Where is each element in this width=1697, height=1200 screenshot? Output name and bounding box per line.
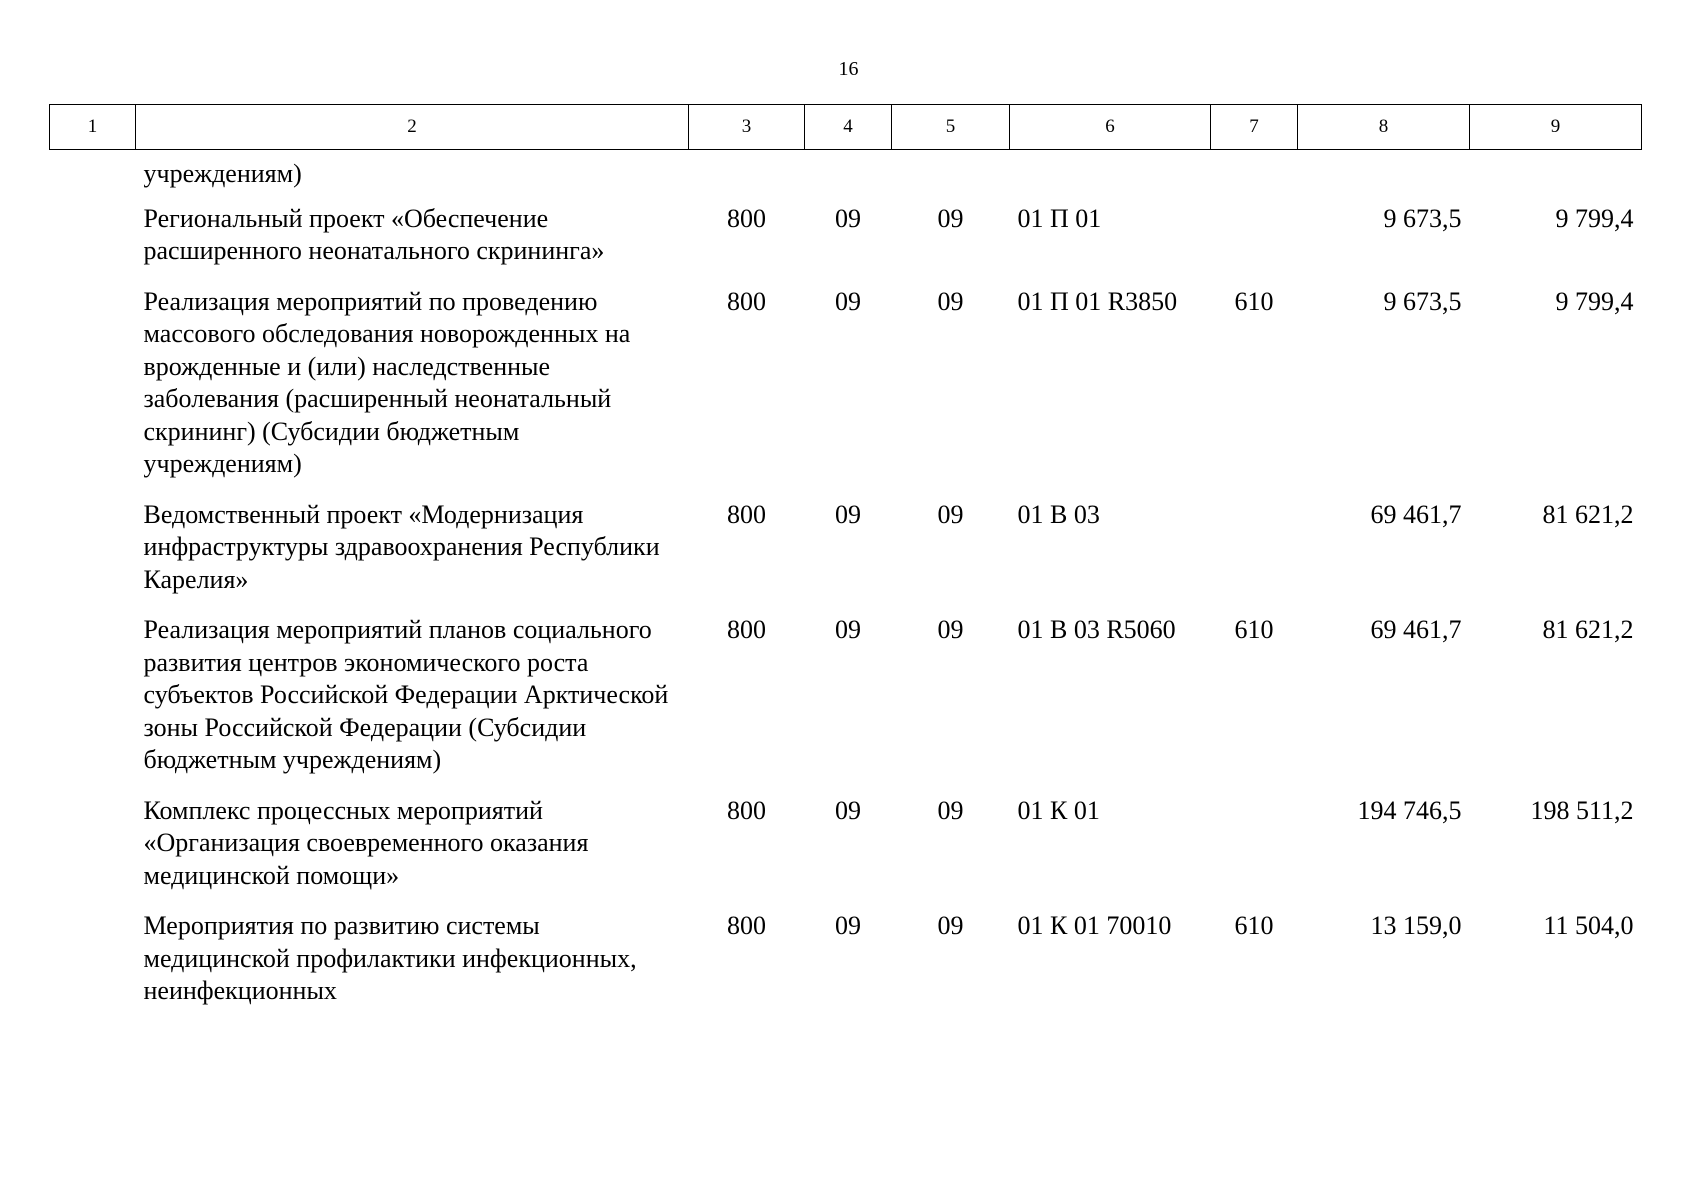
- table-row: [50, 795, 1642, 911]
- row-col-5: 09: [937, 203, 964, 233]
- row-col-5: 09: [937, 499, 964, 529]
- row-col-8: 13 159,0: [1370, 911, 1462, 940]
- row-col-7: [1211, 499, 1298, 615]
- row-col-4: 09: [835, 615, 861, 644]
- row-col-8: 194 746,5: [1357, 795, 1462, 825]
- row-col-4: 09: [835, 499, 861, 529]
- row-col-5: 09: [937, 286, 964, 316]
- row-col-5: [892, 150, 1010, 203]
- row-name: Реализация мероприятий по проведению массового обследования новорожденных на врожденные и (или) наследственные заболевания (расширенный неонатальный скрининг) (Субсидии бюджетным учреждениям): [143, 286, 631, 478]
- row-col-9: 81 621,2: [1542, 499, 1634, 529]
- budget-table: [49, 104, 1642, 1026]
- row-name: Ведомственный проект «Модернизация инфраструктуры здравоохранения Республики Карелия»: [143, 499, 660, 594]
- row-col-4: 09: [835, 795, 861, 825]
- row-col-3: [689, 150, 805, 203]
- row-col-7: 610: [1234, 911, 1274, 940]
- column-header-5: 5: [892, 105, 1010, 150]
- row-col-3: 800: [727, 615, 766, 644]
- row-name: Мероприятия по развитию системы медицинской профилактики инфекционных, неинфекционных: [143, 911, 637, 1005]
- row-col-7: [1211, 203, 1298, 286]
- row-col-6: [1010, 150, 1211, 203]
- page-number: 16: [838, 58, 859, 80]
- table-row: [50, 910, 1642, 1026]
- row-col-9: 9 799,4: [1555, 286, 1634, 316]
- row-col-3: 800: [727, 499, 766, 529]
- row-col-6: 01 В 03 R5060: [1017, 615, 1176, 644]
- header-row: [50, 105, 1642, 150]
- row-col-6: 01 П 01 R3850: [1017, 286, 1178, 316]
- column-header-1: 1: [50, 105, 136, 150]
- row-col-4: 09: [835, 203, 861, 233]
- column-header-3: 3: [689, 105, 805, 150]
- row-col-9: 11 504,0: [1543, 911, 1634, 940]
- column-header-7: 7: [1211, 105, 1298, 150]
- table-row: [50, 150, 1642, 203]
- row-col-7: 610: [1234, 286, 1274, 316]
- table-row: [50, 614, 1642, 795]
- row-name: Комплекс процессных мероприятий «Организация своевременного оказания медицинской помощи»: [143, 795, 589, 890]
- table-row: [50, 499, 1642, 615]
- row-col-7: 610: [1234, 615, 1274, 644]
- row-col-6: 01 К 01 70010: [1017, 911, 1172, 940]
- row-col-8: 9 673,5: [1383, 203, 1462, 233]
- column-header-9: 9: [1470, 105, 1642, 150]
- row-col-8: [1298, 150, 1470, 203]
- row-col-9: 9 799,4: [1555, 203, 1634, 233]
- table-row: [50, 203, 1642, 286]
- row-col-7: [1211, 795, 1298, 911]
- row-name: учреждениям): [143, 159, 302, 188]
- column-header-8: 8: [1298, 105, 1470, 150]
- row-col-4: 09: [835, 911, 861, 940]
- row-col-3: 800: [727, 203, 766, 233]
- row-col-7: [1211, 150, 1298, 203]
- row-name: Реализация мероприятий планов социального развития центров экономического роста субъектов Российской Федерации Арктической зоны Российской Федерации (Субсидии бюджетным учреждениям): [143, 615, 669, 774]
- row-col-9: [1470, 150, 1642, 203]
- row-col-8: 9 673,5: [1383, 286, 1462, 316]
- row-col-8: 69 461,7: [1370, 499, 1462, 529]
- row-col-4: 09: [835, 286, 861, 316]
- column-header-6: 6: [1010, 105, 1211, 150]
- column-header-2: 2: [136, 105, 689, 150]
- row-col-6: 01 В 03: [1017, 499, 1100, 529]
- row-col-9: 198 511,2: [1530, 795, 1634, 825]
- row-col-9: 81 621,2: [1542, 615, 1634, 644]
- row-col-3: 800: [727, 911, 766, 940]
- column-header-4: 4: [805, 105, 892, 150]
- row-col-8: 69 461,7: [1370, 615, 1462, 644]
- row-name: Региональный проект «Обеспечение расширенного неонатального скрининга»: [143, 203, 605, 265]
- table-row: [50, 286, 1642, 499]
- row-col-5: 09: [937, 795, 964, 825]
- row-col-6: 01 П 01: [1017, 203, 1102, 233]
- row-col-6: 01 К 01: [1017, 795, 1100, 825]
- row-col-5: 09: [937, 615, 964, 644]
- row-col-4: [805, 150, 892, 203]
- row-col-3: 800: [727, 286, 766, 316]
- row-col-3: 800: [727, 795, 766, 825]
- row-col-5: 09: [937, 911, 964, 940]
